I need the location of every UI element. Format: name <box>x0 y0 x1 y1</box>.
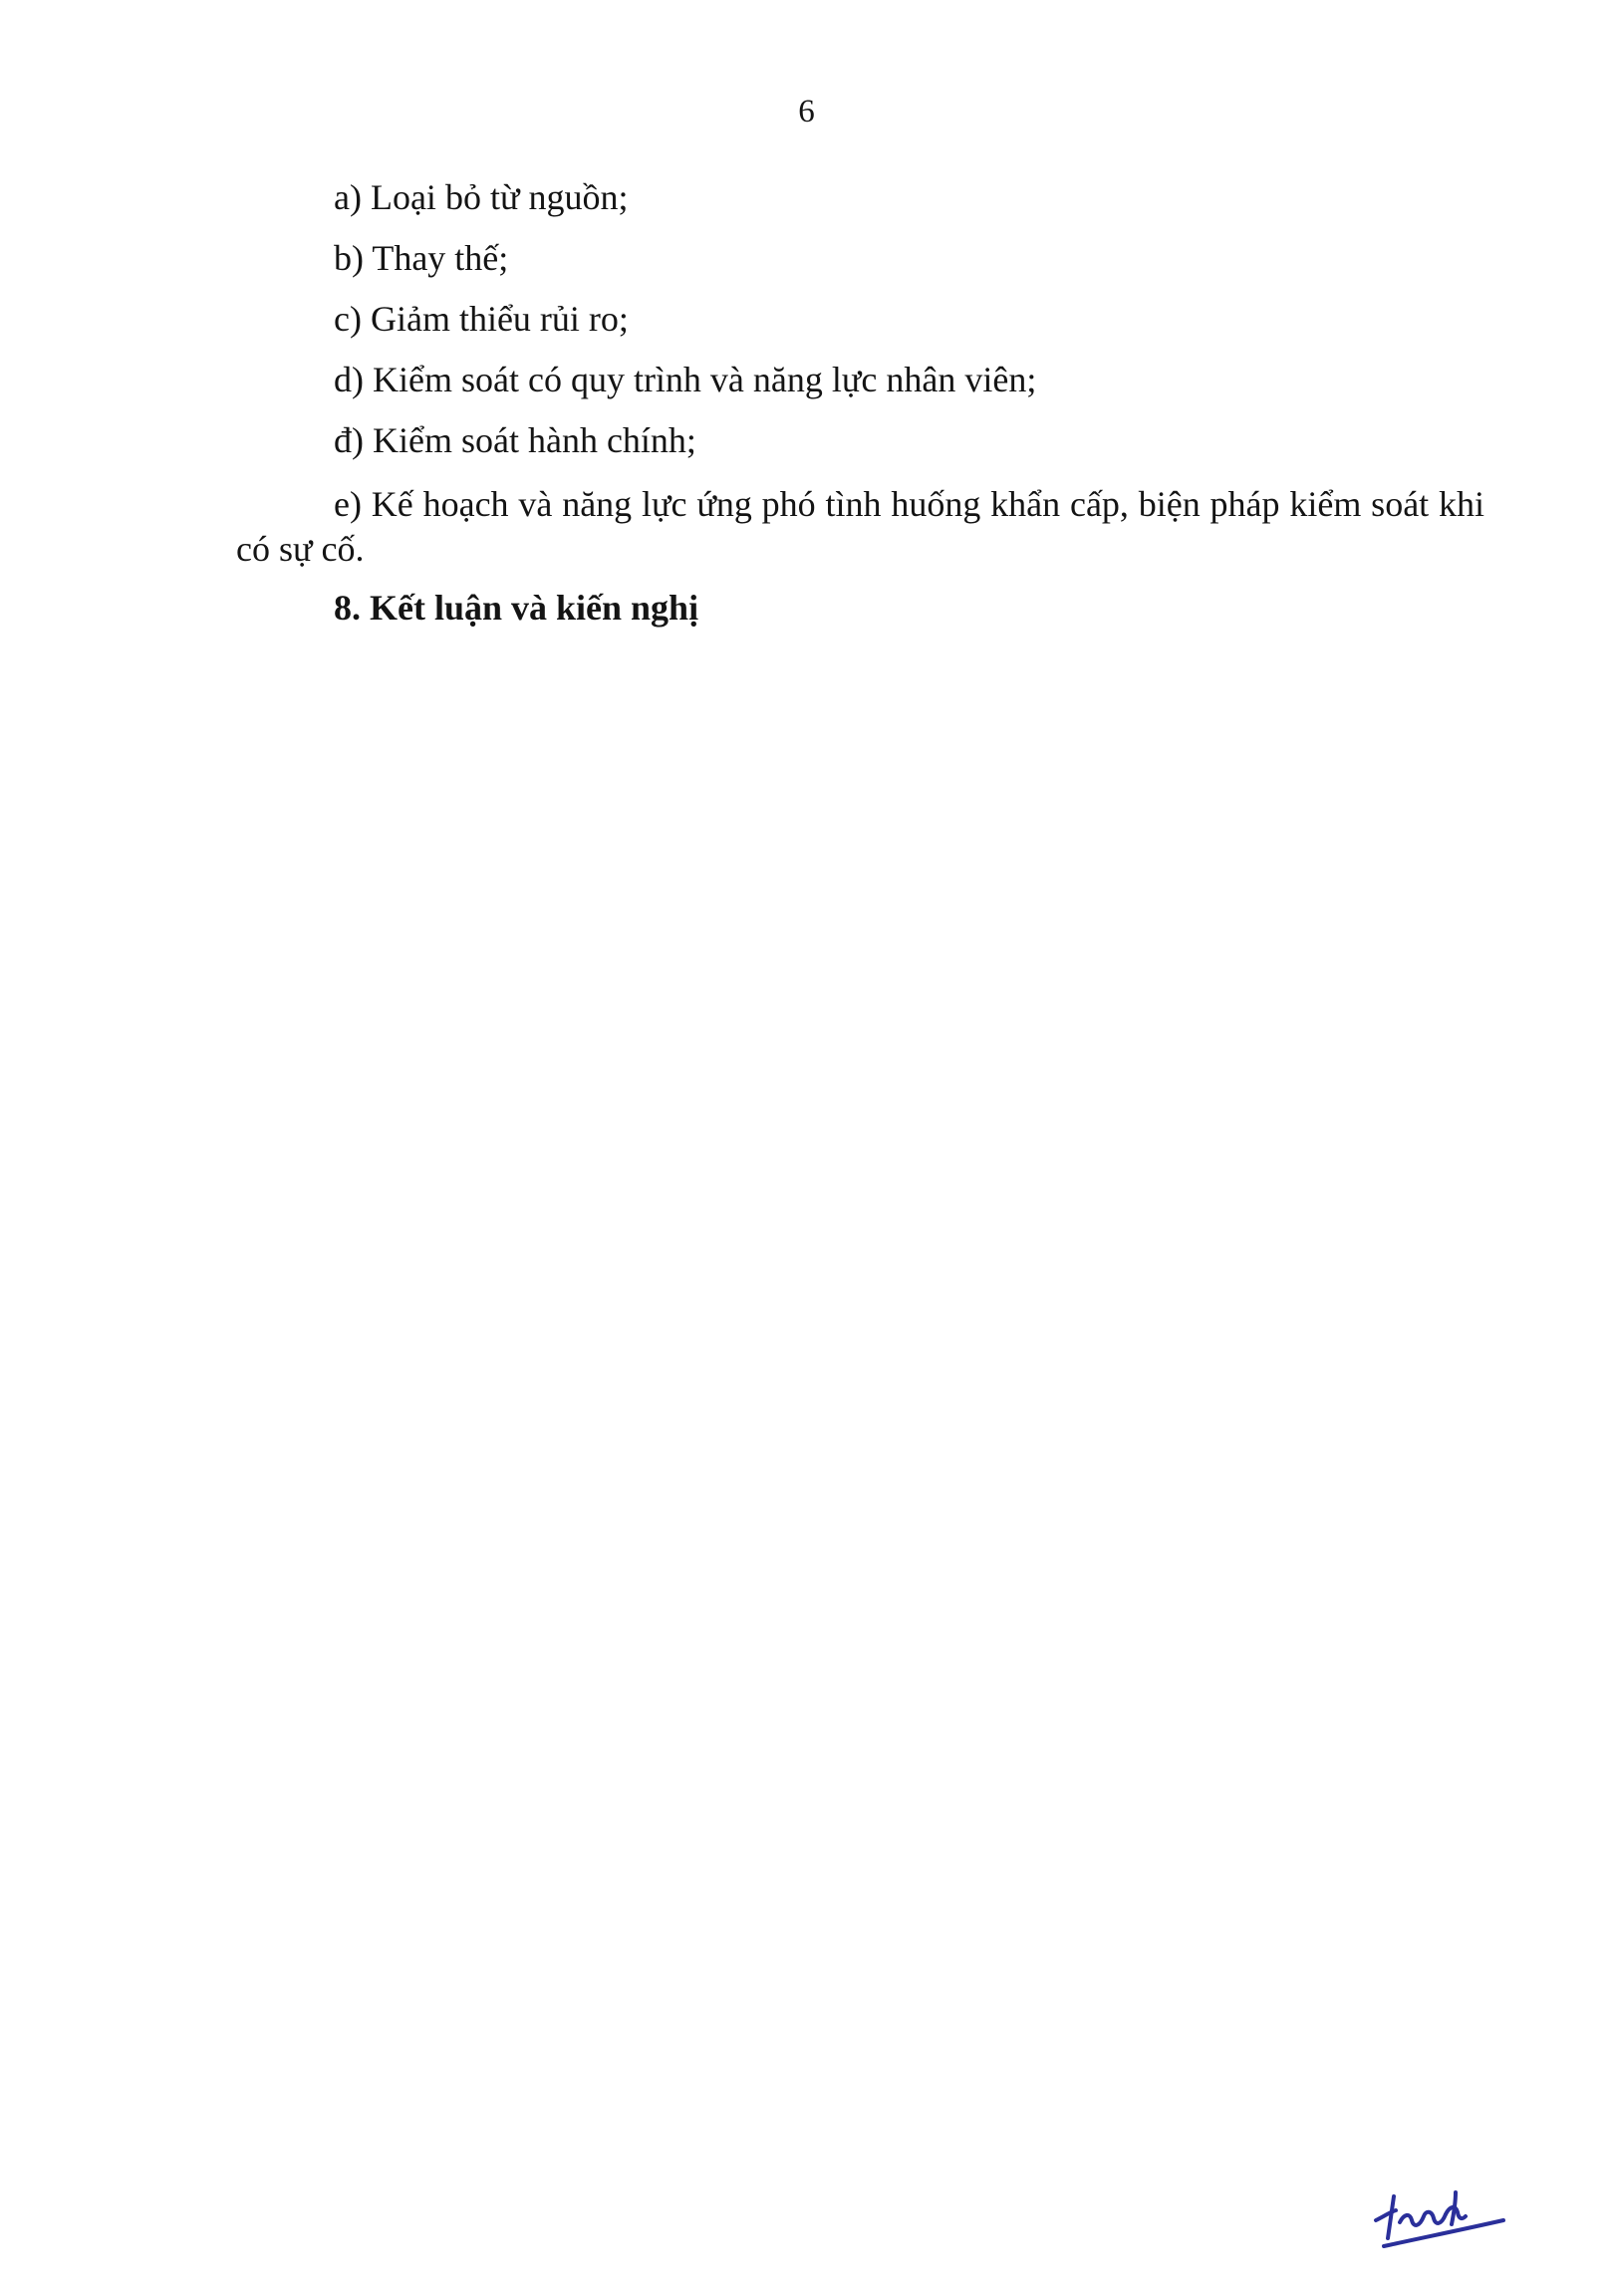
list-item: b) Thay thế; <box>334 238 509 278</box>
page-number: 6 <box>798 94 815 129</box>
list-item: c) Giảm thiểu rủi ro; <box>334 299 629 339</box>
section-heading: 8. Kết luận và kiến nghị <box>334 588 699 628</box>
document-body <box>236 167 1484 638</box>
list-item: e) Kế hoạch và năng lực ứng phó tình huống khẩn cấp, biện pháp kiểm soát khi có sự cố. <box>236 484 1484 569</box>
list-item: a) Loại bỏ từ nguồn; <box>334 177 629 217</box>
list-item: d) Kiểm soát có quy trình và năng lực nhân viên; <box>334 360 1037 399</box>
signature-icon <box>1370 2176 1509 2256</box>
list-item: đ) Kiểm soát hành chính; <box>334 420 696 460</box>
